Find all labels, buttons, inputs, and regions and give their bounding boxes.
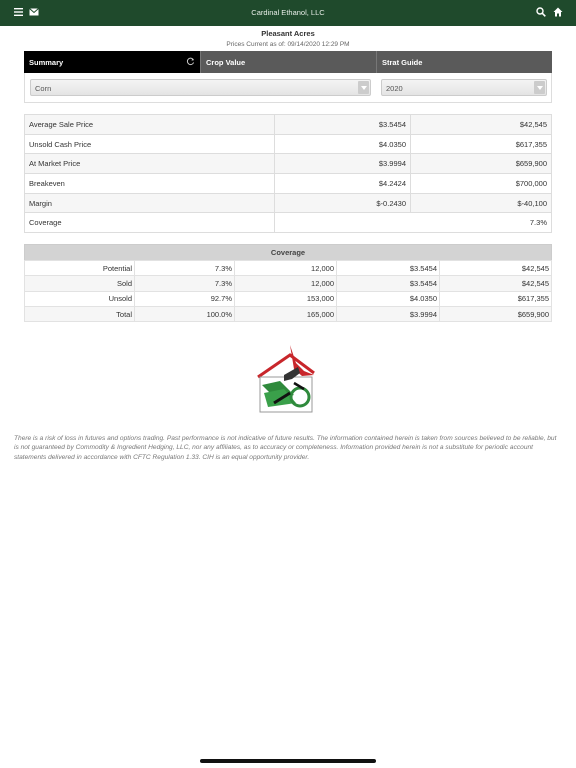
table-row <box>25 154 552 174</box>
row-price: $3.5454 <box>275 115 411 135</box>
row-value: $42,545 <box>440 261 552 276</box>
prices-current-timestamp: Prices Current as of: 09/14/2020 12:29 PM <box>226 41 350 48</box>
row-label: Coverage <box>25 213 275 233</box>
table-row <box>25 291 552 306</box>
row-percent: 100.0% <box>135 306 235 321</box>
tab-strat-guide-label: Strat Guide <box>382 58 423 67</box>
row-label: Breakeven <box>25 174 275 194</box>
row-price: $4.0350 <box>337 291 440 306</box>
row-percent: 7.3% <box>135 261 235 276</box>
table-row <box>25 115 552 135</box>
filter-row <box>24 73 552 103</box>
row-bushels: 165,000 <box>235 306 337 321</box>
row-bushels: 153,000 <box>235 291 337 306</box>
tab-crop-value[interactable] <box>200 51 376 73</box>
row-value: $42,545 <box>411 115 552 135</box>
chevron-down-icon <box>534 81 545 94</box>
row-price: $3.9994 <box>275 154 411 174</box>
row-label: Unsold Cash Price <box>25 134 275 154</box>
disclaimer-text: There is a risk of loss in futures and options trading. Past performance is not indicative of future results. The information contained herein is taken from sources believed to be reliable, but is not guaranteed by Commodity & Ingredient Hedging, LLC, nor any affiliates, as to accuracy or completeness. Information provided herein is not a substitute for periodic account statements delivered in accordance with CFTC Regulation 1.33. CIH is an equal opportunity provider. <box>14 435 557 461</box>
table-row <box>25 213 552 233</box>
row-value: $42,545 <box>440 276 552 291</box>
row-value: $659,900 <box>411 154 552 174</box>
row-value: $659,900 <box>440 306 552 321</box>
row-label: Unsold <box>25 291 135 306</box>
table-row <box>25 306 552 321</box>
row-price: $4.0350 <box>275 134 411 154</box>
row-price: $4.2424 <box>275 174 411 194</box>
row-bushels: 12,000 <box>235 276 337 291</box>
tab-summary-label: Summary <box>29 58 64 67</box>
row-percent: 7.3% <box>135 276 235 291</box>
row-bushels: 12,000 <box>235 261 337 276</box>
tab-crop-value-label: Crop Value <box>206 58 246 67</box>
row-value: 7.3% <box>275 213 552 233</box>
year-select-value: 2020 <box>386 84 403 93</box>
page-header <box>0 29 576 48</box>
row-price: $3.5454 <box>337 276 440 291</box>
farm-name: Pleasant Acres <box>261 29 315 38</box>
row-label: At Market Price <box>25 154 275 174</box>
table-row <box>25 276 552 291</box>
coverage-table <box>24 244 552 322</box>
app-title: Cardinal Ethanol, LLC <box>251 8 325 17</box>
table-row <box>25 174 552 194</box>
summary-table <box>24 114 552 233</box>
year-select[interactable] <box>381 79 547 96</box>
chevron-down-icon <box>358 81 369 94</box>
row-price: $-0.2430 <box>275 193 411 213</box>
table-row <box>25 134 552 154</box>
row-value: $700,000 <box>411 174 552 194</box>
cih-logo <box>254 343 322 415</box>
refresh-icon[interactable] <box>186 57 195 68</box>
crop-select-value: Corn <box>35 84 52 93</box>
tab-summary[interactable] <box>24 51 200 73</box>
home-indicator[interactable] <box>200 759 376 763</box>
row-value: $617,355 <box>440 291 552 306</box>
table-row <box>25 193 552 213</box>
tab-strat-guide[interactable] <box>376 51 552 73</box>
coverage-title: Coverage <box>25 245 552 261</box>
tab-bar <box>24 51 552 73</box>
row-label: Potential <box>25 261 135 276</box>
table-row <box>25 261 552 276</box>
top-nav-bar <box>0 0 576 26</box>
crop-select[interactable] <box>30 79 371 96</box>
row-label: Margin <box>25 193 275 213</box>
row-label: Sold <box>25 276 135 291</box>
home-icon[interactable] <box>552 6 564 18</box>
row-price: $3.9994 <box>337 306 440 321</box>
row-percent: 92.7% <box>135 291 235 306</box>
row-value: $617,355 <box>411 134 552 154</box>
row-label: Total <box>25 306 135 321</box>
row-value: $-40,100 <box>411 193 552 213</box>
row-price: $3.5454 <box>337 261 440 276</box>
row-label: Average Sale Price <box>25 115 275 135</box>
search-icon[interactable] <box>535 6 547 18</box>
